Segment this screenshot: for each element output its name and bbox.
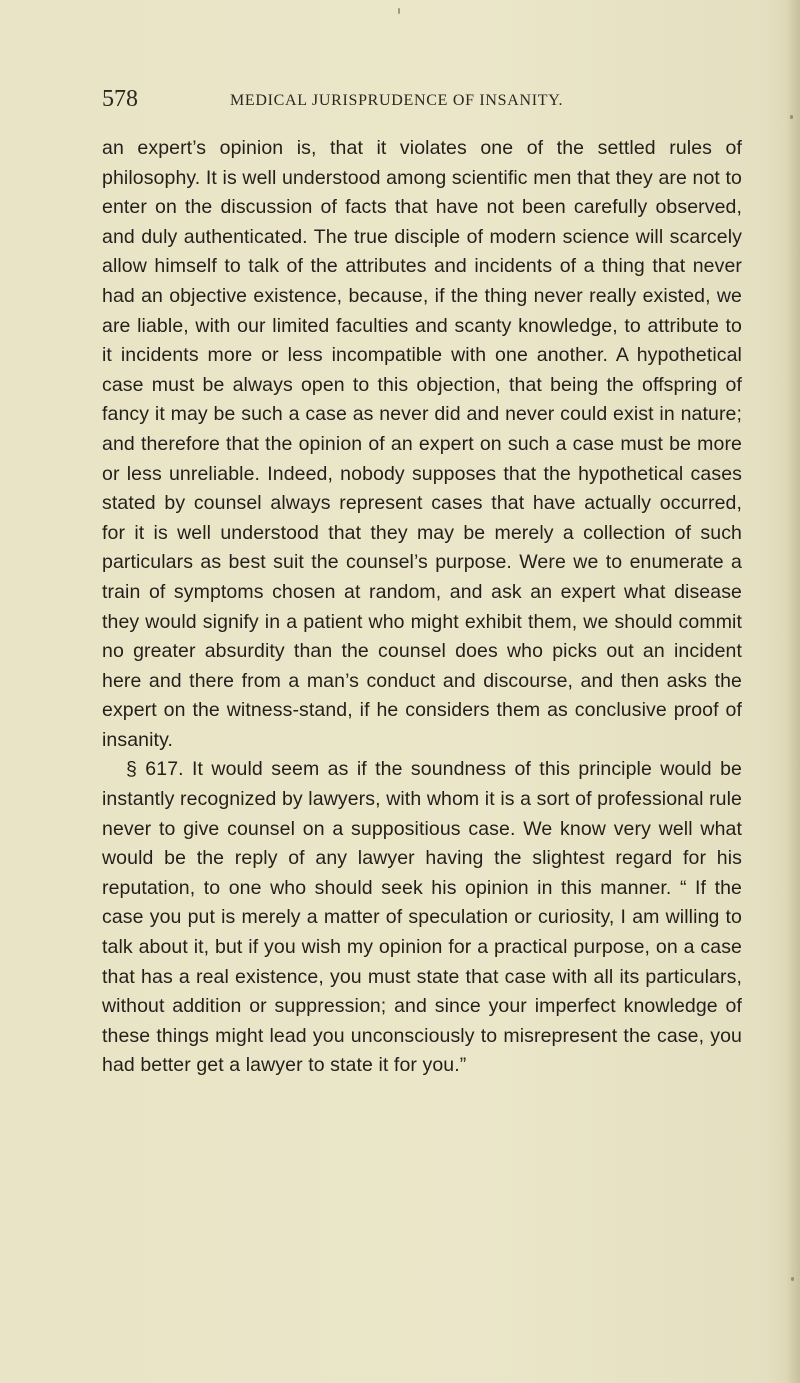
paragraph-continued: an expert’s opinion is, that it violates one of the settled rules of philosophy. It is well understood among scientific men that they are not to enter on the discussion of facts that have not been carefully observed, and duly authenticated. The true disciple of modern science will scarcely allow himself to talk of the attributes and incidents of a thing that never had an objective existence, because, if the thing never really existed, we are liable, with our limited faculties and scanty knowledge, to attribute to it incidents more or less incompatible with one another. A hypothetical case must be always open to this objection, that being the offspring of fancy it may be such a case as never did and never could exist in nature; and therefore that the opinion of an expert on such a case must be more or less unreliable. Indeed, nobody supposes that the hypothetical cases stated by counsel always represent cases that have actually occurred, for it is well understood that they may be merely a collection of such particulars as best suit the counsel’s purpose. Were we to enumerate a train of symptoms chosen at random, and ask an expert what disease they would signify in a patient who might exhibit them, we should commit no greater absurdity than the counsel does who picks out an incident here and there from a man’s conduct and discourse, and then asks the expert on the witness-stand, if he considers them as conclusive proof of insanity. bbox=[102, 137, 742, 751]
page-number: 578 bbox=[102, 86, 138, 112]
ink-speck bbox=[398, 8, 400, 14]
page-edge-shadow bbox=[786, 0, 800, 1383]
body-text bbox=[102, 134, 742, 1081]
ink-speck bbox=[791, 1277, 794, 1281]
page-header bbox=[96, 86, 736, 120]
paragraph-section-617: § 617. It would seem as if the soundness of this principle would be instantly recognized by lawyers, with whom it is a sort of professional rule never to give counsel on a suppositious case. We know very well what would be the reply of any lawyer having the slightest regard for his reputation, to one who should seek his opinion in this manner. “ If the case you put is merely a matter of speculation or curiosity, I am willing to talk about it, but if you wish my opinion for a practical purpose, on a case that has a real existence, you must state that case with all its particulars, without addition or suppression; and since your imperfect knowledge of these things might lead you unconsciously to misrepresent the case, you had better get a lawyer to state it for you.” bbox=[102, 758, 742, 1077]
running-head: MEDICAL JURISPRUDENCE OF INSANITY. bbox=[230, 92, 564, 109]
ink-speck bbox=[790, 115, 793, 119]
